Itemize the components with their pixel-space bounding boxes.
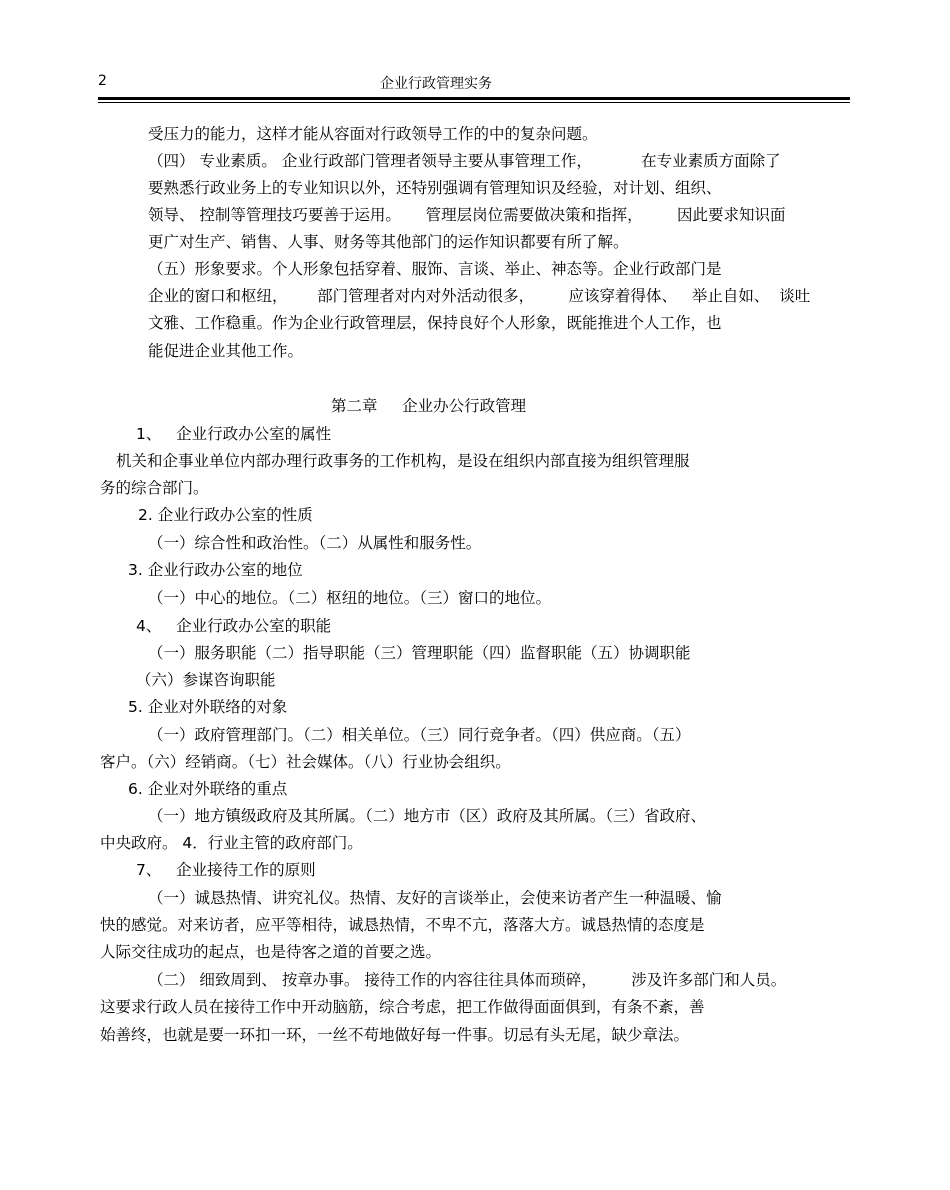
body-line: 客户。（六）经销商。（七）社会媒体。（八）行业协会组织。 — [100, 753, 511, 771]
body-line: （四） 专业素质。 企业行政部门管理者领导主要从事管理工作， 在专业素质方面除了 — [148, 152, 781, 170]
body-line: 能促进企业其他工作。 — [148, 342, 304, 360]
body-line: 受压力的能力，这样才能从容面对行政领导工作的中的复杂问题。 — [148, 125, 598, 143]
section-heading: 3. 企业行政办公室的地位 — [128, 561, 303, 579]
body-line: （一）地方镇级政府及其所属。（二）地方市（区）政府及其所属。（三）省政府、 — [148, 807, 707, 825]
body-line: 始善终，也就是要一环扣一环，一丝不苟地做好每一件事。切忌有头无尾，缺少章法。 — [100, 1026, 690, 1044]
section-heading: 6. 企业对外联络的重点 — [128, 780, 288, 798]
section-heading: 4、 企业行政办公室的职能 — [136, 617, 332, 635]
running-title: 企业行政管理实务 — [380, 76, 492, 92]
body-line: （一）政府管理部门。（二）相关单位。（三）同行竞争者。（四）供应商。（五） — [148, 726, 691, 744]
body-line: （六）参谋咨询职能 — [136, 671, 276, 689]
header-rule-thin — [98, 102, 850, 103]
body-line: 务的综合部门。 — [100, 479, 209, 497]
body-line: 文雅、工作稳重。作为企业行政管理层，保持良好个人形象，既能推进个人工作，也 — [148, 314, 722, 332]
body-line: 企业的窗口和枢纽， 部门管理者对内对外活动很多， 应该穿着得体、 举止自如、 谈吐 — [148, 287, 811, 305]
section-heading: 5. 企业对外联络的对象 — [128, 698, 288, 716]
body-line: （一）诚恳热情、讲究礼仪。热情、友好的言谈举止，会使来访者产生一种温暖、愉 — [148, 889, 722, 907]
body-line: （一）中心的地位。（二）枢纽的地位。（三）窗口的地位。 — [148, 589, 552, 607]
section-heading: 1、 企业行政办公室的属性 — [136, 425, 332, 443]
body-line: 要熟悉行政业务上的专业知识以外，还特别强调有管理知识及经验，对计划、组织、 — [148, 179, 722, 197]
body-line: 更广对生产、销售、人事、财务等其他部门的运作知识都要有所了解。 — [148, 233, 629, 251]
body-line: （二） 细致周到、 按章办事。 接待工作的内容往往具体而琐碎， 涉及许多部门和人员。 — [148, 971, 787, 989]
header-rule-thick — [98, 97, 850, 100]
body-line: 领导、 控制等管理技巧要善于运用。 管理层岗位需要做决策和指挥， 因此要求知识面 — [148, 206, 786, 224]
page-number: 2 — [98, 73, 107, 89]
chapter-heading: 第二章 企业办公行政管理 — [331, 397, 527, 415]
body-line: （一）服务职能（二）指导职能（三）管理职能（四）监督职能（五）协调职能 — [148, 644, 691, 662]
body-line: （一）综合性和政治性。（二）从属性和服务性。 — [148, 534, 482, 552]
body-line: 中央政府。 4．行业主管的政府部门。 — [100, 834, 363, 852]
body-line: 机关和企事业单位内部办理行政事务的工作机构，是设在组织内部直接为组织管理服 — [116, 452, 690, 470]
body-line: 快的感觉。对来访者，应平等相待，诚恳热情，不卑不亢，落落大方。诚恳热情的态度是 — [100, 916, 705, 934]
body-line: 人际交往成功的起点，也是待客之道的首要之选。 — [100, 943, 442, 961]
page-header — [98, 73, 850, 95]
body-line: （五）形象要求。个人形象包括穿着、服饰、言谈、举止、神态等。企业行政部门是 — [148, 260, 722, 278]
body-line: 这要求行政人员在接待工作中开动脑筋，综合考虑，把工作做得面面俱到，有条不紊，善 — [100, 998, 705, 1016]
section-heading: 2. 企业行政办公室的性质 — [138, 506, 313, 524]
section-heading: 7、 企业接待工作的原则 — [136, 861, 316, 879]
